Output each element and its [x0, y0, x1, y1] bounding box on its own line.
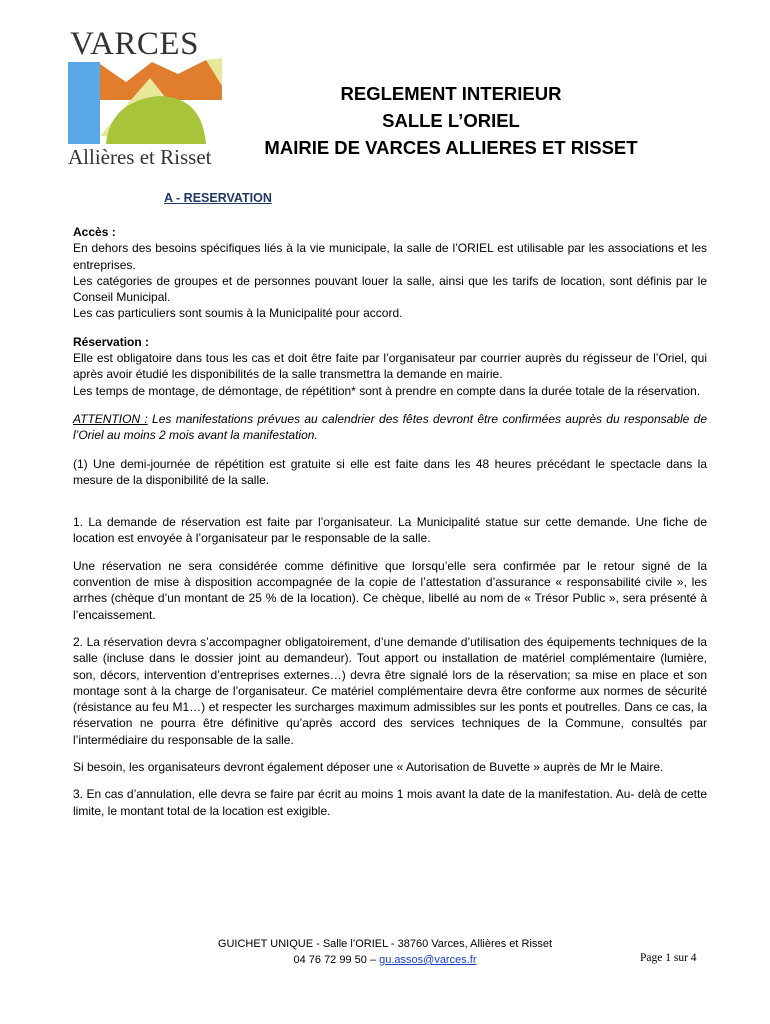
footer-email-link[interactable]: gu.assos@varces.fr — [379, 954, 477, 966]
document-title — [248, 80, 654, 161]
reservation-paragraph-1: Elle est obligatoire dans tous les cas et doit être faite par l’organisateur par courrier auprès du régisseur de l’Oriel, qui après avoir étudié les disponibilités de la salle transmettra la demande en mairie. — [73, 351, 707, 382]
title-line-3: MAIRIE DE VARCES ALLIERES ET RISSET — [264, 137, 638, 158]
reservation-label: Réservation : — [73, 334, 150, 349]
attention-text: Les manifestations prévues au calendrier des fêtes devront être confirmées auprès du responsable de l’Oriel au moins 2 mois avant la manifestation. — [73, 411, 707, 443]
varces-logo — [66, 26, 246, 174]
reservation-paragraph-2: Les temps de montage, de démontage, de répétition* sont à prendre en compte dans la durée totale de la réservation. — [73, 383, 701, 398]
acces-paragraph-1: En dehors des besoins spécifiques liés à la vie municipale, la salle de l’ORIEL est utilisable par les associations et les entreprises. — [73, 241, 707, 272]
item-1: 1. La demande de réservation est faite par l’organisateur. La Municipalité statue sur cette demande. Une fiche de location est envoyée à l’organisateur par le responsable de la salle. — [73, 515, 707, 546]
item-1-confirmation: Une réservation ne sera considérée comme définitive que lorsqu’elle sera confirmée par le retour signé de la convention de mise à disposition accompagnée de la copie de l’attestation d’assurance « responsabilité civile », les arrhes (chèque d’un montant de 25 % de la location). Ce chèque, libellé au nom de « Trésor Public », sera présenté à l’encaissement. — [73, 558, 707, 622]
rehearsal-note: (1) Une demi-journée de répétition est gratuite si elle est faite dans les 48 heures précédant le spectacle dans la mesure de la disponibilité de la salle. — [73, 456, 707, 487]
logo-wordmark: VARCES — [70, 26, 199, 62]
item-2-buvette: Si besoin, les organisateurs devront également déposer une « Autorisation de Buvette » auprès de Mr le Maire. — [73, 760, 664, 775]
attention-word: ATTENTION : — [73, 411, 148, 426]
footer-address: GUICHET UNIQUE - Salle l’ORIEL - 38760 Varces, Allières et Risset — [217, 938, 553, 950]
title-line-1: REGLEMENT INTERIEUR — [340, 83, 562, 104]
title-line-2: SALLE L’ORIEL — [382, 110, 520, 131]
document-body — [73, 224, 707, 819]
page-footer — [160, 936, 610, 968]
item-3: 3. En cas d’annulation, elle devra se faire par écrit au moins 1 mois avant la date de la manifestation. Au- delà de cette limite, le montant total de la location est exigible. — [73, 787, 707, 818]
footer-phone: 04 76 72 99 50 – — [293, 954, 380, 966]
section-heading: A - RESERVATION — [164, 191, 272, 205]
acces-label: Accès : — [73, 225, 116, 239]
item-2: 2. La réservation devra s’accompagner obligatoirement, d’une demande d’utilisation des équipements techniques de la salle (incluse dans le dossier joint au demandeur). Tout apport ou installation de matériel complémentaire (lumière, son, décors, intervention d’entreprises externes…) devra être signalé lors de la réservation; sa mise en place et son montage sont à la charge de l’organisateur. Ce matériel complémentaire devra être conforme aux normes de sécurité (résistance au feu M1…) et respecter les surcharges maximum admissibles sur les ponts et poutrelles. Dans ce cas, la réservation ne pourra être définitive qu’après accord des services techniques de la Commune, consultés par l’intermédiaire du responsable de la salle. — [73, 634, 707, 747]
logo-subtitle: Allières et Risset — [68, 145, 212, 169]
acces-paragraph-2: Les catégories de groupes et de personnes pouvant louer la salle, ainsi que les tarifs de location, sont définis par le Conseil Municipal. — [73, 273, 707, 305]
attention-note — [73, 411, 707, 444]
footer-contact — [160, 952, 610, 968]
page-number: Page 1 sur 4 — [640, 952, 697, 964]
acces-paragraph-3: Les cas particuliers sont soumis à la Municipalité pour accord. — [73, 306, 403, 321]
mountain-logo-art — [66, 56, 226, 146]
